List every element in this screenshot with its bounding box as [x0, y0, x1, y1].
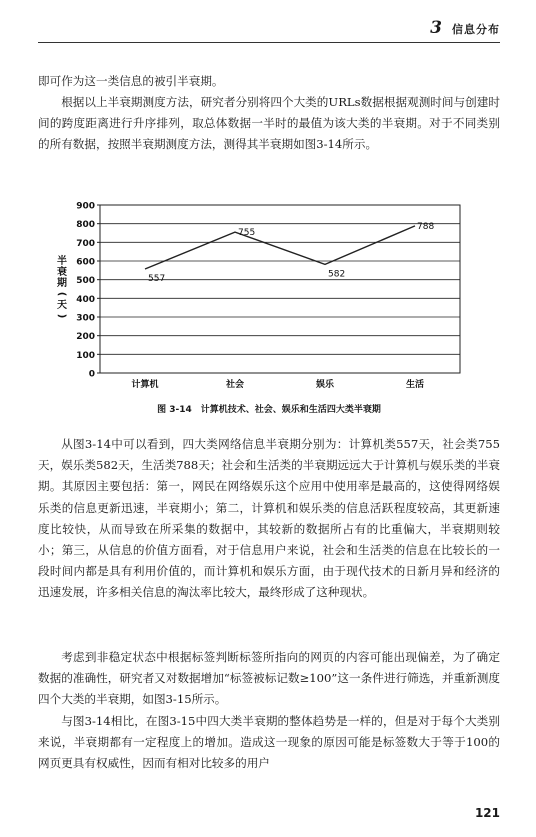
data-label: 582	[328, 269, 346, 280]
y-tick-label: 100	[76, 350, 95, 361]
x-tick-label: 娱乐	[315, 380, 335, 390]
header-chapter	[430, 18, 500, 38]
y-tick-label: 500	[76, 276, 95, 287]
y-axis-title-char: 衰	[57, 267, 67, 278]
data-label: 788	[417, 221, 435, 232]
y-tick-label: 200	[76, 332, 95, 343]
x-tick-labels	[131, 378, 424, 390]
y-tick-label: 700	[76, 238, 95, 249]
running-header	[38, 18, 500, 43]
paragraph-1: 即可作为这一类信息的被引半衰期。	[38, 74, 224, 88]
y-tick-label: 600	[76, 257, 95, 268]
y-tick-label: 400	[76, 294, 95, 305]
y-axis-title	[56, 254, 67, 318]
paragraph-5: 与图3-14相比，在图3-15中四大类半衰期的整体趋势是一样的，但是对于每个大类别来说，半衰期都有一定程度上的增加。造成这一现象的原因可能是标签数大于等于100的网页更具有权威性，因而有相对比较多的用户	[38, 714, 500, 771]
y-axis-title-char: 半	[57, 256, 67, 267]
chart-gridlines	[100, 221, 460, 355]
paragraph-4: 考虑到非稳定状态中根据标签判断标签所指向的网页的内容可能出现偏差，为了确定数据的准确性，研究者又对数据增加“标签被标记数≥100”这一条件进行筛选，并重新测度四个大类的半衰期，如图3-15所示。	[38, 650, 500, 707]
x-tick-label: 社会	[225, 380, 245, 390]
chapter-title: 信息分布	[452, 23, 500, 36]
y-tick-label: 800	[76, 220, 95, 231]
y-axis-title-char: (	[56, 291, 67, 297]
y-axis-title-char: 期	[57, 278, 67, 289]
y-tick-label: 0	[88, 369, 95, 380]
half-life-line-chart	[50, 197, 480, 397]
y-tick-label: 900	[76, 201, 95, 212]
data-label: 755	[238, 228, 256, 239]
x-tick-label: 生活	[405, 380, 425, 390]
data-label: 557	[148, 274, 166, 285]
y-axis-title-char: 天	[57, 300, 67, 311]
x-tick-label: 计算机	[131, 380, 159, 390]
paragraph-3: 从图3-14中可以看到，四大类网络信息半衰期分别为：计算机类557天，社会类755天，娱乐类582天，生活类788天；社会和生活类的半衰期远远大于计算机与娱乐类的半衰期。其原因主要包括：第一，网民在网络娱乐这个应用中使用率是最高的，这使得网络娱乐类的信息更新迅速，半衰期小；第二，计算机和娱乐类的信息活跃程度较高，其更新速度比较快，从而导致在所采集的数据中，其较新的数据所占有的比重偏大，半衰期则较小；第三，从信息的价值方面看，对于信息用户来说，社会和生活类的信息在比较长的一段时间内都是具有利用价值的，而计算机和娱乐方面，由于现代技术的日新月异和经济的迅速发展，许多相关信息的淘汰率比较大，最终形成了这种现状。	[38, 437, 500, 600]
y-tick-labels	[76, 202, 95, 380]
paragraph-2: 根据以上半衰期测度方法，研究者分别将四个大类的URLs数据根据观测时间与创建时间的跨度距离进行升序排列，取总体数据一半时的最值为该大类的半衰期。对于不同类别的所有数据，按照半衰期测度方法，测得其半衰期如图3-14所示。	[38, 95, 500, 152]
series-line	[145, 226, 415, 269]
figure-caption: 图 3-14 计算机技术、社会、娱乐和生活四大类半衰期	[157, 405, 381, 415]
y-tick-label: 300	[76, 313, 95, 324]
chapter-number: 3	[430, 18, 442, 38]
y-axis-title-char: )	[56, 313, 67, 319]
page-number: 121	[474, 806, 500, 820]
chart-series	[145, 226, 415, 269]
